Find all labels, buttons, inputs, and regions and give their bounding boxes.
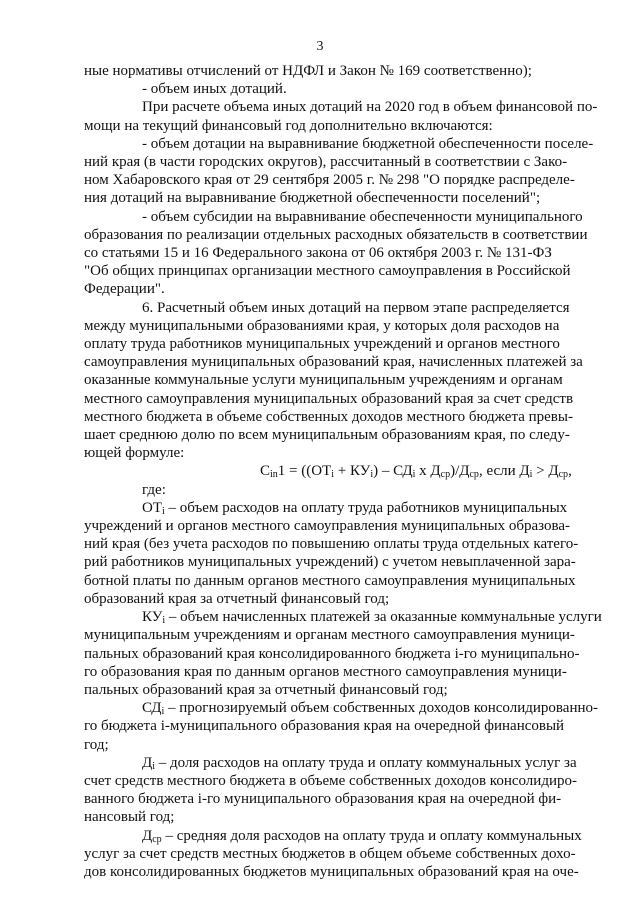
paragraph-calc-2020: При расчете объема иных дотаций на 2020 год в объем финансовой по- мощи на текущий финансовый год дополнительно включаются: xyxy=(84,99,598,134)
paragraph-subsidy: - объем субсидии на выравнивание обеспеченности муниципального образования по реализации отдельных расходных обязательств в соответствии со статьями 15 и 16 Федерального закона от 06 октября 2003 г. № 131-ФЗ "Об общих принципах организации местного самоуправления в Российской Федерации". xyxy=(84,208,588,298)
page-number: 3 xyxy=(316,39,324,54)
paragraph-where: где: xyxy=(142,481,166,498)
definition-d: $Д_i$ – доля расходов на оплату труда и оплату коммунальных услуг за счет средств местного бюджета в объеме собственных доходов консолидиро- ванного бюджета i-го муниципального образования края на очередной фи- нансовый год; xyxy=(84,754,577,826)
paragraph-grant-settlements: - объем дотации на выравнивание бюджетной обеспеченности поселе- ний края (в части городских округов), рассчитанный в соответствии с Зако- ном Хабаровского края от 29 сентября 2005 г. № 298 "О порядке распределе- ния дотаций на выравнивание бюджетной обеспеченности поселений"; xyxy=(84,135,594,207)
definition-sd: $СД_i$ – прогнозируемый объем собственных доходов консолидированно- го бюджета i-муниципального образования края на очередной финансовый год; xyxy=(84,700,598,753)
document-body xyxy=(84,62,610,881)
formula: $C_{in}1 = ((ОТ_i + КУ_i) - СД_i$ х $Д_{ср})/Д_{ср}$, если $Д_i > Д_{ср}$, xyxy=(260,463,572,481)
paragraph-other-grants: - объем иных дотаций. xyxy=(142,81,287,98)
definition-ku: $КУ_i$ – объем начисленных платежей за оказанные коммунальные услуги муниципальным учреждениям и органам местного самоуправления муници- пальных образований края консолидированного бюджета i-го муниципально- го образования края по данным органов местного самоуправления муници- пальных образований края за отчетный финансовый год; xyxy=(84,609,602,698)
paragraph-ndfl-end: ные нормативы отчислений от НДФЛ и Закон № 169 соответственно); xyxy=(84,63,532,79)
paragraph-section-6: 6. Расчетный объем иных дотаций на первом этапе распределяется между муниципальными образованиями края, у которых доля расходов на оплату труда работников муниципальных учреждений и органов местного самоуправления муниципальных образований края, начисленных платежей за оказанные коммунальные услуги муниципальным учреждениям и органам местного самоуправления муниципальных образований края за счет средств местного бюджета в объеме собственных доходов местного бюджета превы- шает среднюю долю по всем муниципальным образованиям края, по следу- ющей формуле: xyxy=(84,299,583,462)
definition-dcp: $Д_{ср}$ – средняя доля расходов на оплату труда и оплату коммунальных услуг за счет средств местных бюджетов в общем объеме собственных дохо- дов консолидированных бюджетов муниципальных образований края на оче- xyxy=(84,827,582,880)
definition-ot: $ОТ_i$ – объем расходов на оплату труда работников муниципальных учреждений и органов местного самоуправления муниципальных образова- ний края (без учета расходов по повышению оплаты труда отдельных катего- рий работников муниципальных учреждений) с учетом невыплаченной зара- ботной платы по данным органов местного самоуправления муниципальных образований края за отчетный финансовый год; xyxy=(84,499,579,607)
